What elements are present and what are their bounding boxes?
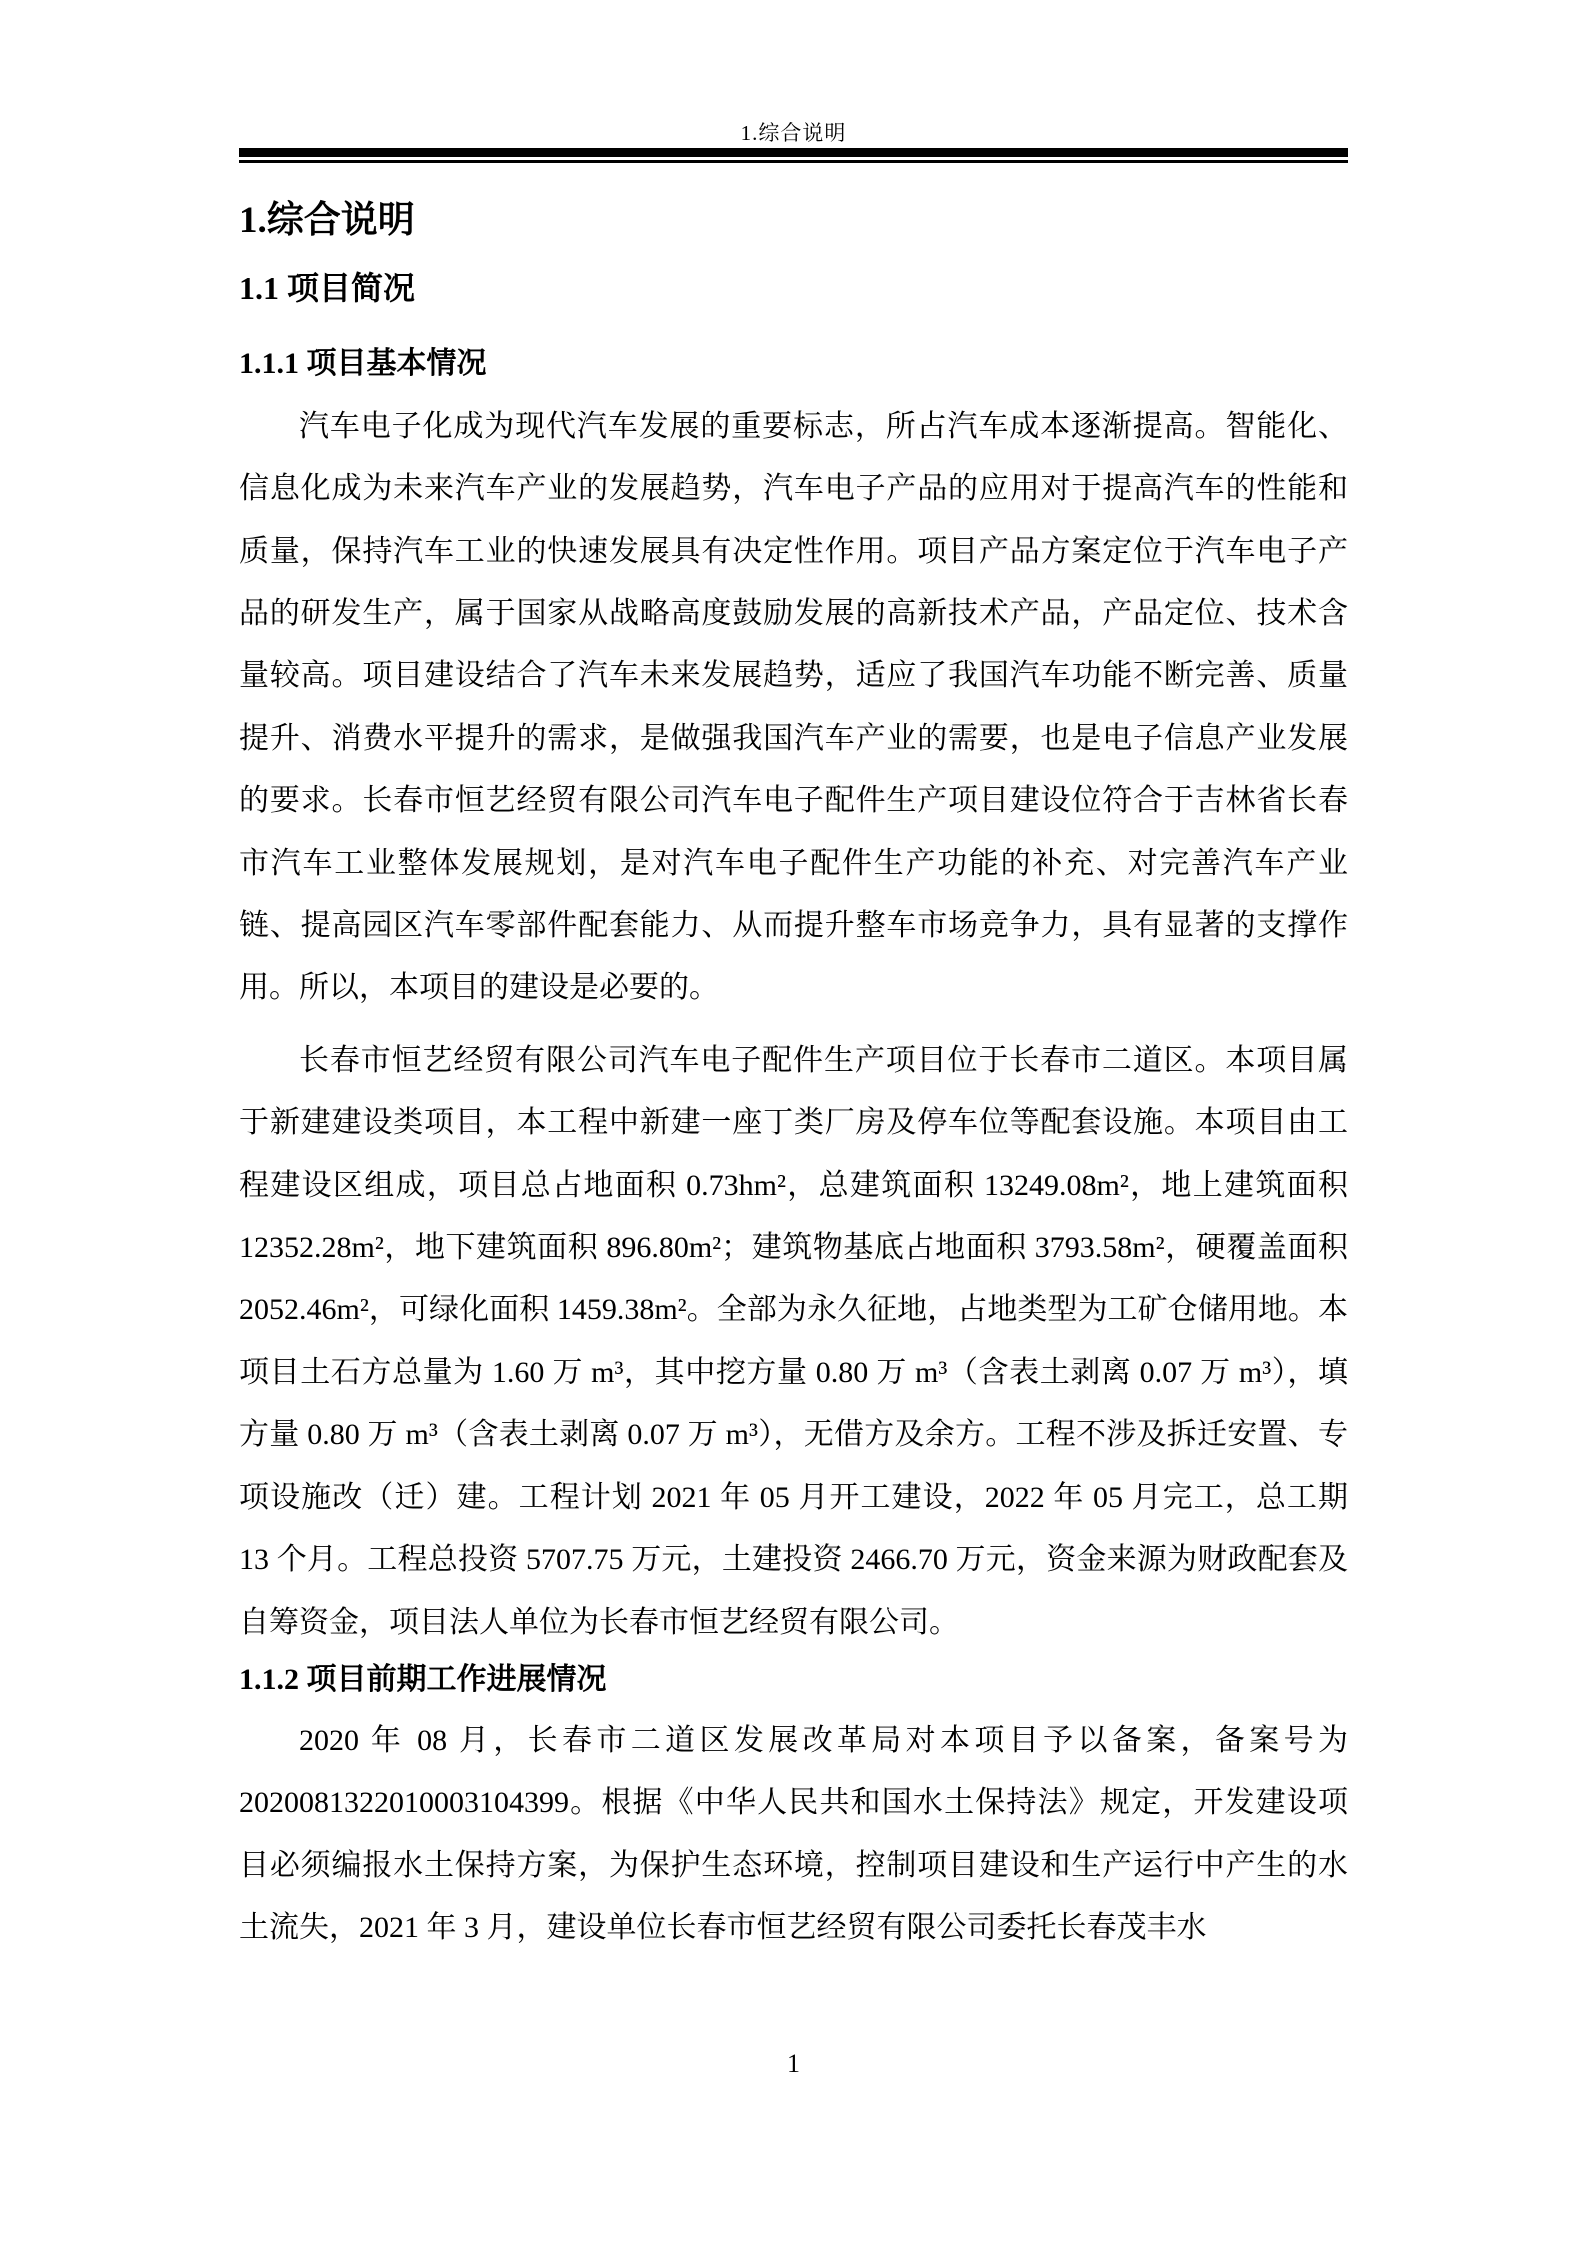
paragraph-project-necessity: 汽车电子化成为现代汽车发展的重要标志，所占汽车成本逐渐提高。智能化、信息化成为未来汽车产业的发展趋势，汽车电子产品的应用对于提高汽车的性能和质量，保持汽车工业的快速发展具有决定性作用。项目产品方案定位于汽车电子产品的研发生产，属于国家从战略高度鼓励发展的高新技术产品，产品定位、技术含量较高。项目建设结合了汽车未来发展趋势，适应了我国汽车功能不断完善、质量提升、消费水平提升的需求，是做强我国汽车产业的需要，也是电子信息产业发展的要求。长春市恒艺经贸有限公司汽车电子配件生产项目建设位符合于吉林省长春市汽车工业整体发展规划，是对汽车电子配件生产功能的补充、对完善汽车产业链、提高园区汽车零部件配套能力、从而提升整车市场竞争力，具有显著的支撑作用。所以，本项目的建设是必要的。 xyxy=(239,409,1348,1005)
heading-subsection-1-1-1: 1.1.1 项目基本情况 xyxy=(239,346,487,380)
header-rule-thick-line xyxy=(239,148,1348,157)
running-header-title: 1.综合说明 xyxy=(740,121,847,145)
paragraph-project-overview: 长春市恒艺经贸有限公司汽车电子配件生产项目位于长春市二道区。本项目属于新建建设类项目，本工程中新建一座丁类厂房及停车位等配套设施。本项目由工程建设区组成，项目总占地面积 0.73hm²，总建筑面积 13249.08m²，地上建筑面积 12352.28m²，地下建筑面积 896.80m²；建筑物基底占地面积 3793.58m²，硬覆盖面积 2052.46m²，可绿化面积 1459.38m²。全部为永久征地，占地类型为工矿仓储用地。本项目土石方总量为 1.60 万 m³，其中挖方量 0.80 万 m³（含表土剥离 0.07 万 m³），填方量 0.80 万 m³（含表土剥离 0.07 万 m³），无借方及余方。工程不涉及拆迁安置、专项设施改（迁）建。工程计划 2021 年 05 月开工建设，2022 年 05 月完工，总工期 13 个月。工程总投资 5707.75 万元，土建投资 2466.70 万元，资金来源为财政配套及自筹资金，项目法人单位为长春市恒艺经贸有限公司。 xyxy=(239,1043,1348,1639)
page-number: 1 xyxy=(787,2049,800,2078)
header-rule-thin-line xyxy=(239,160,1348,163)
heading-chapter-1: 1.综合说明 xyxy=(239,200,415,241)
page-footer xyxy=(0,2048,1587,2080)
heading-section-1-1: 1.1 项目简况 xyxy=(239,270,416,307)
heading-subsection-1-1-2: 1.1.2 项目前期工作进展情况 xyxy=(239,1662,607,1696)
document-content xyxy=(239,185,1348,1960)
header-rule xyxy=(239,148,1348,163)
paragraph-preliminary-work: 2020 年 08 月，长春市二道区发展改革局对本项目予以备案，备案号为 2020081322010003104399。根据《中华人民共和国水土保持法》规定，开发建设项目必须编报水土保持方案，为保护生态环境，控制项目建设和生产运行中产生的水土流失，2021 年 3 月，建设单位长春市恒艺经贸有限公司委托长春茂丰水 xyxy=(239,1723,1348,1945)
